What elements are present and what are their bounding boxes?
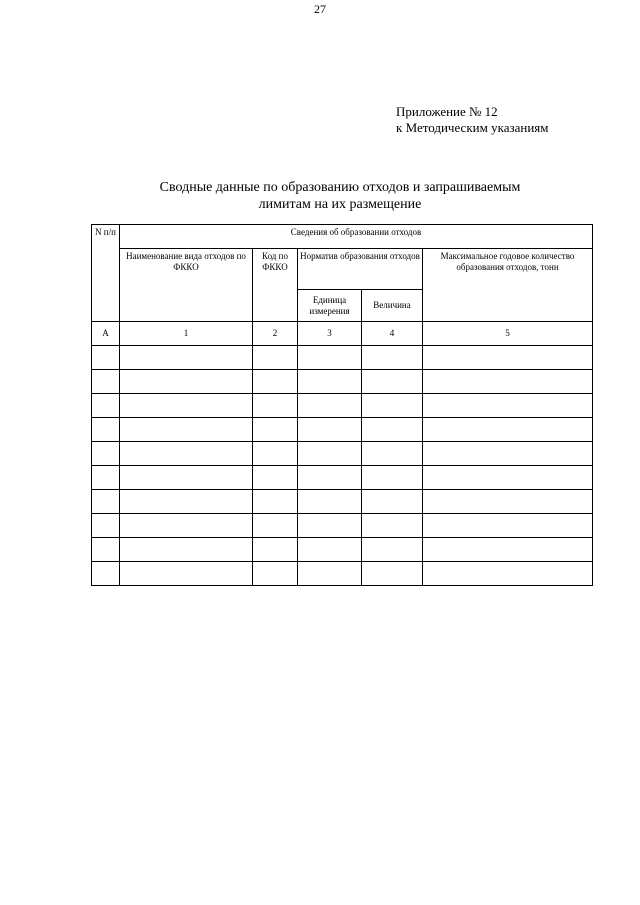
table-cell — [362, 442, 423, 466]
table-cell — [298, 370, 362, 394]
table-cell — [423, 538, 593, 562]
title-line-1: Сводные данные по образованию отходов и запрашиваемым — [159, 180, 521, 195]
table-cell — [362, 514, 423, 538]
table-cell — [423, 514, 593, 538]
table-cell — [92, 514, 120, 538]
index-cell: 2 — [253, 322, 298, 346]
table-cell — [423, 490, 593, 514]
table-cell — [120, 490, 253, 514]
table-cell — [92, 394, 120, 418]
header-row-number: N п/п — [92, 225, 120, 322]
index-cell: 4 — [362, 322, 423, 346]
table-cell — [298, 466, 362, 490]
table-row — [92, 562, 593, 586]
header-unit: Единица измерения — [298, 290, 362, 322]
table-cell — [298, 514, 362, 538]
table-cell — [253, 346, 298, 370]
table-cell — [120, 562, 253, 586]
table-cell — [423, 394, 593, 418]
table-cell — [362, 562, 423, 586]
index-cell: А — [92, 322, 120, 346]
header-waste-info-group: Сведения об образовании отходов — [120, 225, 593, 249]
table-cell — [253, 466, 298, 490]
table-cell — [92, 442, 120, 466]
table-cell — [362, 538, 423, 562]
table-cell — [120, 442, 253, 466]
table-cell — [92, 538, 120, 562]
table-cell — [423, 562, 593, 586]
appendix-number: Приложение № 12 — [396, 104, 498, 119]
table-cell — [120, 514, 253, 538]
page-number: 27 — [314, 2, 326, 16]
table-cell — [298, 442, 362, 466]
table-cell — [298, 346, 362, 370]
table-cell — [92, 418, 120, 442]
table-row — [92, 466, 593, 490]
table-cell — [253, 442, 298, 466]
table-cell — [298, 490, 362, 514]
table-cell — [253, 394, 298, 418]
table-cell — [253, 514, 298, 538]
header-waste-name: Наименование вида отходов по ФККО — [120, 249, 253, 322]
table-cell — [120, 538, 253, 562]
table-cell — [298, 418, 362, 442]
table-cell — [253, 538, 298, 562]
table-cell — [362, 418, 423, 442]
table-row — [92, 490, 593, 514]
table-cell — [253, 418, 298, 442]
title-line-2: лимитам на их размещение — [258, 197, 422, 212]
table-cell — [253, 370, 298, 394]
header-value: Величина — [362, 290, 423, 322]
table-cell — [362, 466, 423, 490]
table-cell — [120, 394, 253, 418]
appendix-subtitle: к Методическим указаниям — [396, 120, 549, 135]
table-row — [92, 418, 593, 442]
index-cell: 5 — [423, 322, 593, 346]
table-cell — [253, 490, 298, 514]
waste-summary-table — [91, 224, 593, 586]
index-cell: 1 — [120, 322, 253, 346]
table-cell — [423, 442, 593, 466]
header-fkko-code: Код по ФККО — [253, 249, 298, 322]
table-row — [92, 394, 593, 418]
table-cell — [423, 466, 593, 490]
table-cell — [423, 370, 593, 394]
table-cell — [298, 562, 362, 586]
table-cell — [92, 370, 120, 394]
document-title — [120, 179, 560, 213]
table-cell — [92, 490, 120, 514]
table-cell — [362, 394, 423, 418]
table-row — [92, 514, 593, 538]
header-max-annual-amount: Максимальное годовое количество образования отходов, тонн — [423, 249, 593, 322]
table-cell — [362, 490, 423, 514]
table-cell — [120, 418, 253, 442]
table-cell — [92, 466, 120, 490]
table-cell — [298, 538, 362, 562]
table-cell — [298, 394, 362, 418]
table-row — [92, 538, 593, 562]
table-cell — [362, 346, 423, 370]
table-cell — [362, 370, 423, 394]
table-row — [92, 370, 593, 394]
table-cell — [120, 466, 253, 490]
appendix-reference — [396, 104, 549, 136]
table-cell — [120, 370, 253, 394]
header-norm-group: Норматив образования отходов — [298, 249, 423, 290]
table-cell — [92, 346, 120, 370]
index-cell: 3 — [298, 322, 362, 346]
column-index-row — [92, 322, 593, 346]
table-row — [92, 442, 593, 466]
table-cell — [423, 418, 593, 442]
table-cell — [423, 346, 593, 370]
table-cell — [92, 562, 120, 586]
table-row — [92, 346, 593, 370]
table-cell — [120, 346, 253, 370]
table-cell — [253, 562, 298, 586]
